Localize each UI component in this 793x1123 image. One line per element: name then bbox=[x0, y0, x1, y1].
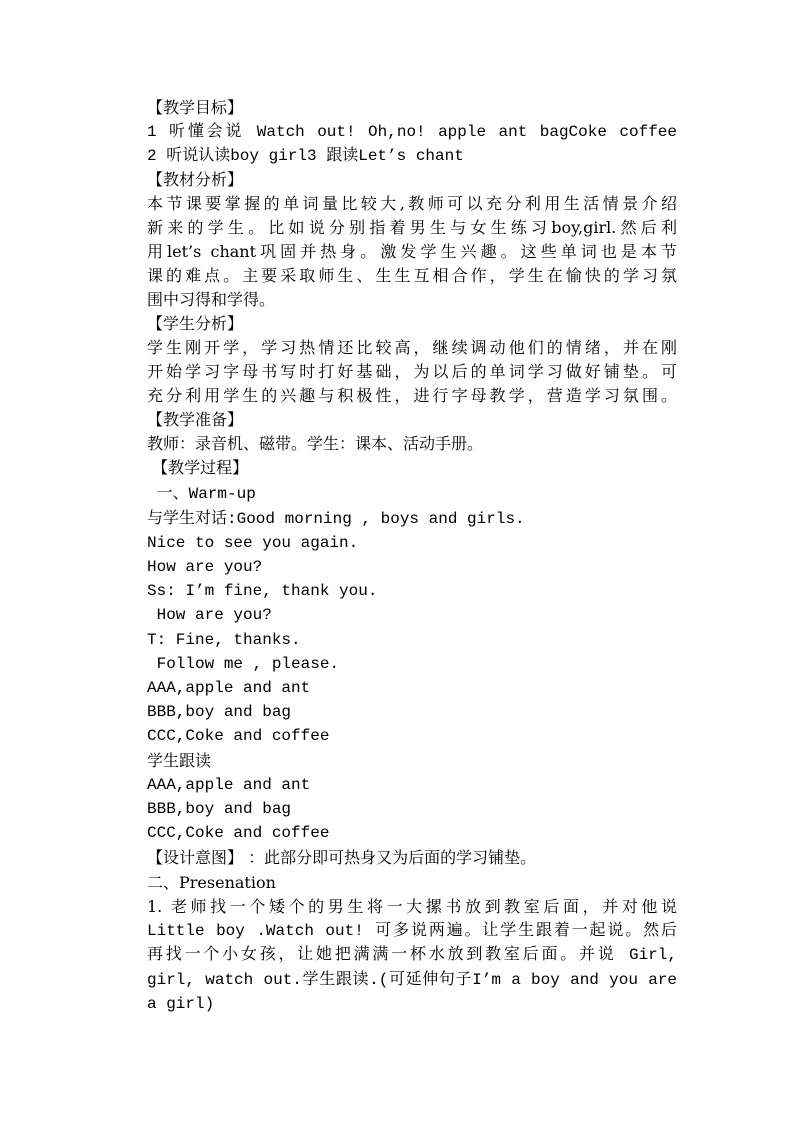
paragraph-line: 教师：录音机、磁带。学生：课本、活动手册。 bbox=[147, 434, 484, 453]
section-warm-up: 一、Warm-up bbox=[147, 485, 256, 503]
chant-line: CCC,Coke and coffee bbox=[147, 727, 330, 745]
heading-student-analysis: 【学生分析】 bbox=[147, 314, 244, 333]
goal-line-2: 2 听说认读boy girl3 跟读Let’s chant bbox=[147, 147, 464, 165]
goal-line-1: 1 听懂会说 Watch out! Oh,no! apple ant bagCoke coffee bbox=[147, 123, 677, 141]
section-presentation: 二、Presenation bbox=[147, 873, 276, 892]
paragraph-line: 充分利用学生的兴趣与积极性，进行字母教学，营造学习氛围。 bbox=[147, 386, 677, 405]
students-follow-label: 学生跟读 bbox=[147, 751, 212, 770]
design-intent-note: 【设计意图】 ：此部分即可热身又为后面的学习铺垫。 bbox=[147, 848, 537, 867]
heading-teaching-process: 【教学过程】 bbox=[147, 458, 249, 477]
paragraph-line: 1. 老师找一个矮个的男生将一大摞书放到教室后面，并对他说 bbox=[147, 897, 677, 916]
paragraph-line: 再找一个小女孩，让她把满满一杯水放到教室后面。并说 Girl, bbox=[147, 946, 677, 964]
dialogue-line: Follow me , please. bbox=[147, 655, 340, 673]
chant-line: CCC,Coke and coffee bbox=[147, 824, 330, 842]
paragraph-line: girl, watch out.学生跟读.(可延伸句子I’m a boy and you are bbox=[147, 971, 677, 989]
chant-line: AAA,apple and ant bbox=[147, 679, 311, 697]
heading-teaching-goals: 【教学目标】 bbox=[147, 98, 244, 117]
paragraph-line: Little boy .Watch out! 可多说两遍。让学生跟着一起说。然后 bbox=[147, 922, 677, 940]
paragraph-line: 新来的学生。比如说分别指着男生与女生练习boy,girl.然后利 bbox=[147, 218, 677, 237]
dialogue-line: How are you? bbox=[147, 606, 272, 624]
paragraph-line: 围中习得和学得。 bbox=[147, 290, 276, 309]
heading-material-analysis: 【教材分析】 bbox=[147, 170, 244, 189]
heading-teaching-preparation: 【教学准备】 bbox=[147, 410, 244, 429]
dialogue-line: Nice to see you again. bbox=[147, 534, 359, 552]
dialogue-line: Ss: I’m fine, thank you. bbox=[147, 582, 378, 600]
chant-line: AAA,apple and ant bbox=[147, 776, 311, 794]
chant-line: BBB,boy and bag bbox=[147, 703, 292, 721]
paragraph-line: 学生刚开学，学习热情还比较高，继续调动他们的情绪，并在刚 bbox=[147, 338, 677, 357]
chant-line: BBB,boy and bag bbox=[147, 800, 292, 818]
paragraph-line: 用let’s chant巩固并热身。激发学生兴趣。这些单词也是本节 bbox=[147, 242, 677, 261]
paragraph-line: 课的难点。主要采取师生、生生互相合作，学生在愉快的学习氛 bbox=[147, 266, 677, 285]
dialogue-line: How are you? bbox=[147, 558, 263, 576]
paragraph-line: 本节课要掌握的单词量比较大,教师可以充分利用生活情景介绍 bbox=[147, 194, 677, 213]
dialogue-line: T: Fine, thanks. bbox=[147, 631, 301, 649]
paragraph-line: 开始学习字母书写时打好基础，为以后的单词学习做好铺垫。可 bbox=[147, 362, 677, 381]
paragraph-line: a girl) bbox=[147, 995, 215, 1013]
dialogue-line: 与学生对话:Good morning , boys and girls. bbox=[147, 510, 525, 528]
